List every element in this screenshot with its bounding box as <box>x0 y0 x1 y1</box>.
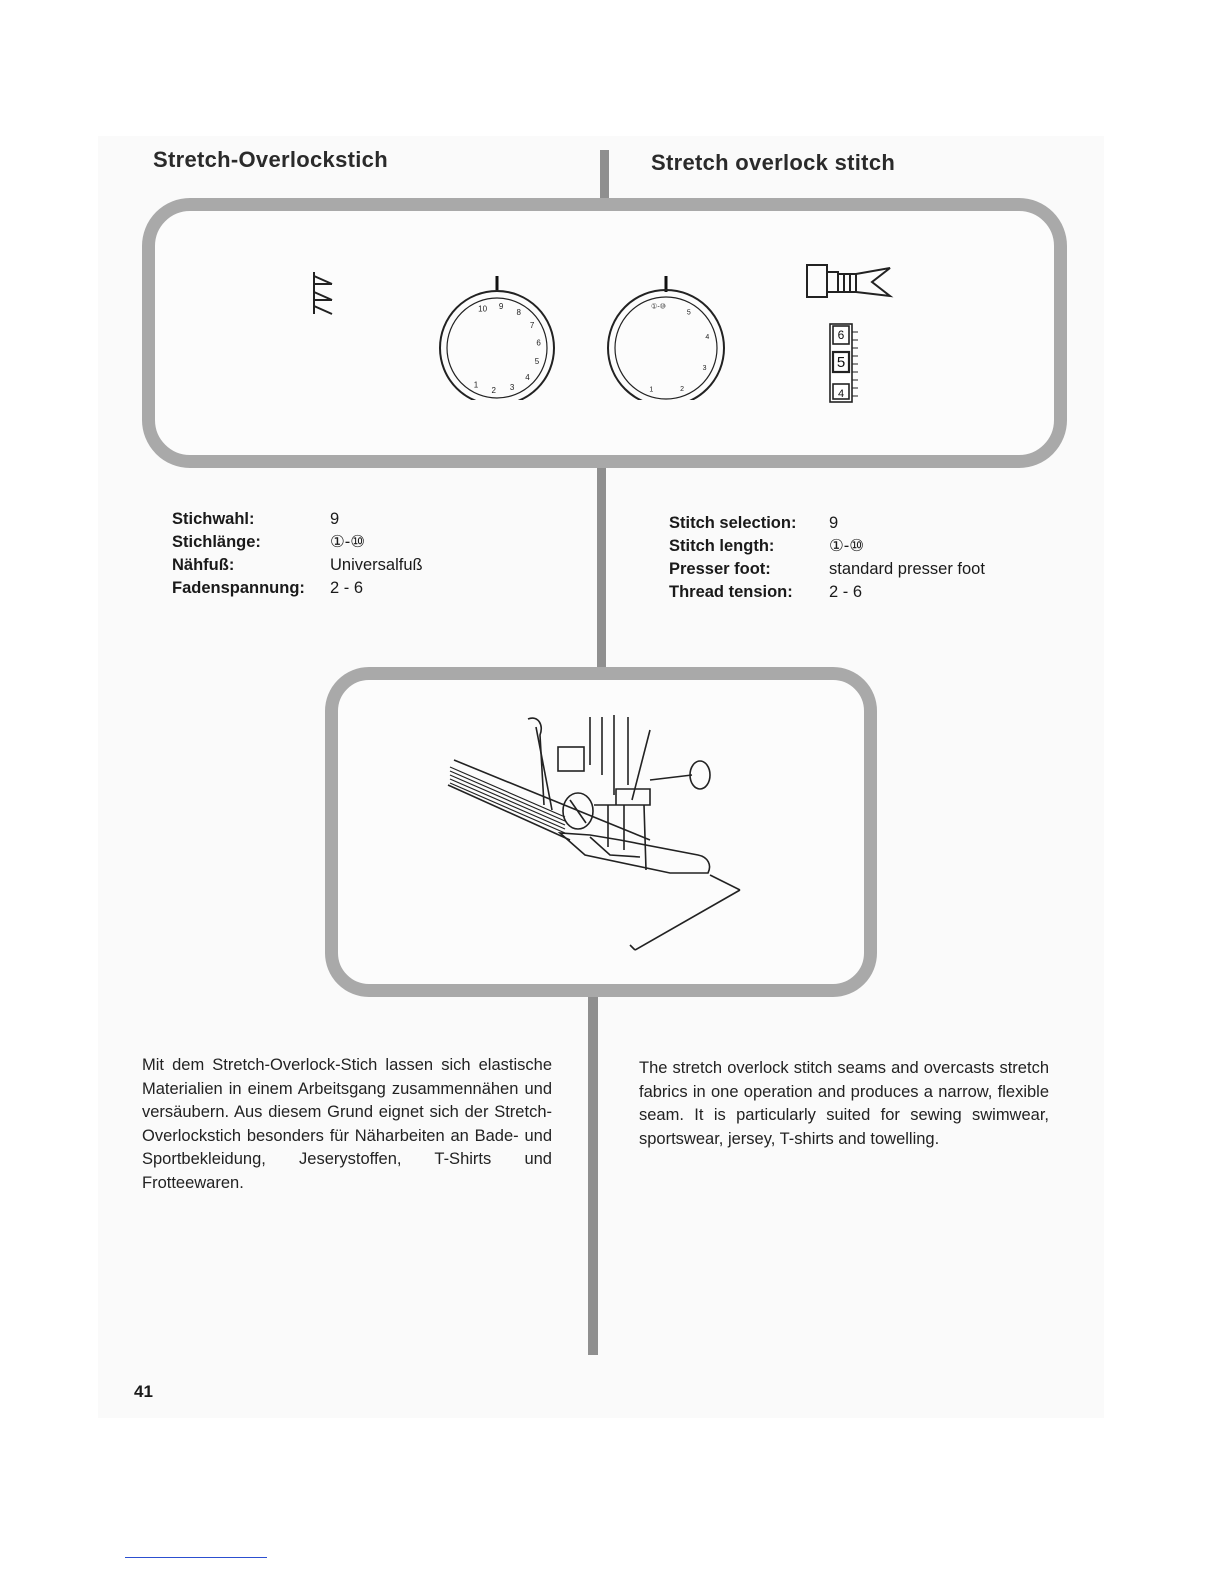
dial-number: 2 <box>491 385 496 395</box>
setting-value: 9 <box>330 510 340 528</box>
setting-label: Fadenspannung: <box>172 579 305 597</box>
tension-number-6: 6 <box>837 328 845 342</box>
dial-number: 10 <box>478 304 488 314</box>
setting-label: Stitch selection: <box>669 514 797 532</box>
setting-row <box>669 581 985 604</box>
column-divider-middle <box>597 466 606 674</box>
dial-number: 5 <box>534 356 540 366</box>
dial-number: ①-⑩ <box>651 303 666 311</box>
dial-number: 1 <box>473 380 479 390</box>
setting-row <box>172 508 423 531</box>
stitch-pattern-icon <box>306 270 336 316</box>
dial-number: 4 <box>705 334 710 342</box>
sewing-machine-foot-illustration <box>440 705 760 960</box>
settings-list-de <box>172 508 423 600</box>
tension-number-5: 5 <box>836 354 846 371</box>
presser-foot-icon <box>804 262 896 302</box>
footer-rule <box>125 1557 267 1558</box>
tension-scale-icon <box>824 322 864 404</box>
tension-number-4: 4 <box>837 388 845 400</box>
setting-value: 2 - 6 <box>829 583 863 601</box>
page-title-de: Stretch-Overlockstich <box>153 147 388 172</box>
page-title-en: Stretch overlock stitch <box>651 150 896 175</box>
dial-number: 6 <box>536 338 541 348</box>
setting-value: Universalfuß <box>330 556 423 574</box>
setting-row <box>172 577 423 600</box>
setting-label: Stichlänge: <box>172 533 261 551</box>
setting-row <box>172 531 423 554</box>
column-divider-bottom <box>588 995 598 1355</box>
dial-number: 3 <box>702 364 707 372</box>
setting-value: standard presser foot <box>829 560 985 578</box>
setting-label: Presser foot: <box>669 560 771 578</box>
setting-label: Stitch length: <box>669 537 775 555</box>
dial-number: 4 <box>525 372 530 382</box>
dial-number: 5 <box>686 309 691 317</box>
dial-number: 8 <box>516 308 521 317</box>
setting-row <box>669 558 985 581</box>
setting-label: Nähfuß: <box>172 556 235 574</box>
dial-number: 1 <box>649 386 654 394</box>
setting-row <box>172 554 423 577</box>
description-en: The stretch overlock stitch seams and overcasts stretch fabrics in one operation and produces a narrow, flexible seam. It is particularly suited for sewing swimwear, sportswear, jersey, T-shirts and towelling. <box>639 1059 1049 1148</box>
setting-label: Stichwahl: <box>172 510 255 528</box>
dial-number: 7 <box>529 320 535 330</box>
dial-number: 2 <box>680 385 685 393</box>
setting-label: Thread tension: <box>669 583 793 601</box>
setting-value: 9 <box>829 514 839 532</box>
setting-row <box>669 535 985 558</box>
dial-number: 3 <box>509 383 515 393</box>
description-de: Mit dem Stretch-Overlock-Stich lassen sich elastische Materialien in einem Arbeitsgang zusammennähen und versäubern. Aus diesem Grund eignet sich der Stretch-Overlockstich besonders für Näharbeiten an Bade- und Sportbekleidung, Jeserystoffen, T-Shirts und Frotteewaren. <box>142 1056 552 1192</box>
setting-value: ①-⑩ <box>330 533 366 551</box>
setting-value: ①-⑩ <box>829 537 865 555</box>
settings-list-en <box>669 512 985 604</box>
setting-value: 2 - 6 <box>330 579 364 597</box>
length-dial-icon <box>602 270 732 400</box>
dial-number: 9 <box>498 302 504 312</box>
page-number: 41 <box>134 1382 153 1401</box>
pattern-dial-icon <box>432 270 562 400</box>
setting-row <box>669 512 985 535</box>
